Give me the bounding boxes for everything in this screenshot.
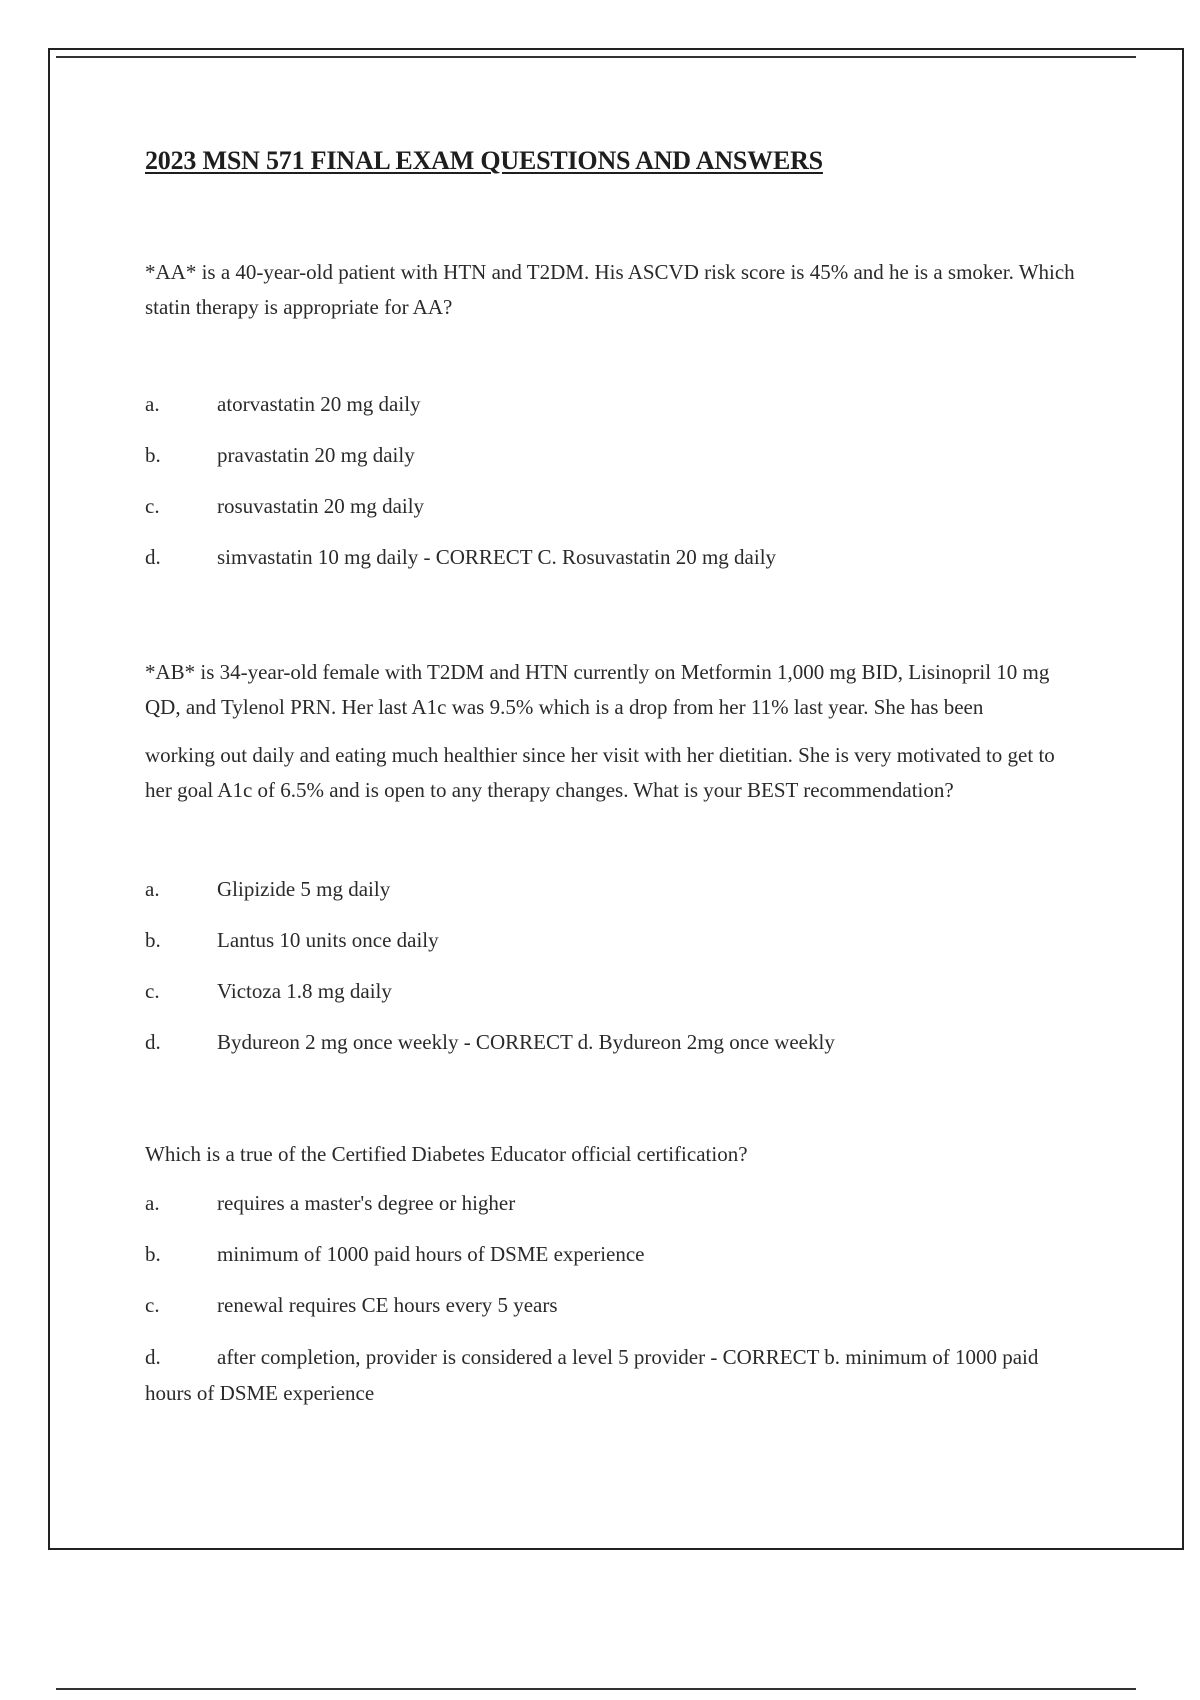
option-item xyxy=(145,1186,1075,1220)
option-item xyxy=(145,1339,1075,1411)
option-text: Bydureon 2 mg once weekly - CORRECT d. Bydureon 2mg once weekly xyxy=(217,1030,835,1054)
option-item xyxy=(145,387,1075,421)
option-item xyxy=(145,489,1075,523)
option-letter: d. xyxy=(145,545,161,569)
option-item xyxy=(145,438,1075,472)
option-text: pravastatin 20 mg daily xyxy=(217,443,415,467)
option-list xyxy=(145,1186,1075,1411)
option-text: requires a master's degree or higher xyxy=(217,1191,516,1215)
document-body xyxy=(145,146,1075,1428)
option-letter: a. xyxy=(145,1191,160,1215)
bottom-rule xyxy=(56,1688,1136,1690)
option-text: Victoza 1.8 mg daily xyxy=(217,979,392,1003)
option-letter: d. xyxy=(145,1345,161,1369)
option-text: simvastatin 10 mg daily - CORRECT C. Rosuvastatin 20 mg daily xyxy=(217,545,777,569)
option-text: minimum of 1000 paid hours of DSME experience xyxy=(217,1242,645,1266)
top-rule xyxy=(56,56,1136,58)
option-letter: c. xyxy=(145,1293,160,1317)
option-item xyxy=(145,1237,1075,1271)
option-item xyxy=(145,974,1075,1008)
option-letter: a. xyxy=(145,392,160,416)
question-stem: *AA* is a 40-year-old patient with HTN and T2DM. His ASCVD risk score is 45% and he is a smoker. Which statin therapy is appropriate for AA? xyxy=(145,260,1075,319)
option-letter: b. xyxy=(145,443,161,467)
question-block xyxy=(145,1137,1075,1411)
option-item xyxy=(145,1288,1075,1322)
option-item xyxy=(145,540,1075,574)
option-list xyxy=(145,387,1075,574)
option-letter: c. xyxy=(145,494,160,518)
question-block xyxy=(145,255,1075,574)
question-stem-part-1: *AB* is 34-year-old female with T2DM and HTN currently on Metformin 1,000 mg BID, Lisinopril 10 mg QD, and Tylenol PRN. Her last A1c was 9.5% which is a drop from her 11% last year. She has been xyxy=(145,660,1050,719)
option-text: rosuvastatin 20 mg daily xyxy=(217,494,425,518)
option-list xyxy=(145,872,1075,1059)
option-letter: c. xyxy=(145,979,160,1003)
option-item xyxy=(145,923,1075,957)
question-stem-part-2: working out daily and eating much healthier since her visit with her dietitian. She is very motivated to get to her goal A1c of 6.5% and is open to any therapy changes. What is your BEST recommendation? xyxy=(145,743,1055,802)
question-stem: Which is a true of the Certified Diabetes Educator official certification? xyxy=(145,1142,748,1166)
option-text: renewal requires CE hours every 5 years xyxy=(217,1293,558,1317)
option-letter: b. xyxy=(145,1242,161,1266)
option-text: atorvastatin 20 mg daily xyxy=(217,392,421,416)
document-title: 2023 MSN 571 FINAL EXAM QUESTIONS AND ANSWERS xyxy=(145,146,823,175)
option-text: Glipizide 5 mg daily xyxy=(217,877,391,901)
option-text: Lantus 10 units once daily xyxy=(217,928,439,952)
option-item xyxy=(145,872,1075,906)
option-letter: d. xyxy=(145,1030,161,1054)
option-letter: a. xyxy=(145,877,160,901)
option-text: after completion, provider is considered a level 5 provider - CORRECT b. minimum of 1000 paid hours of DSME experience xyxy=(145,1345,1039,1405)
option-letter: b. xyxy=(145,928,161,952)
option-item xyxy=(145,1025,1075,1059)
question-block xyxy=(145,655,1075,1059)
